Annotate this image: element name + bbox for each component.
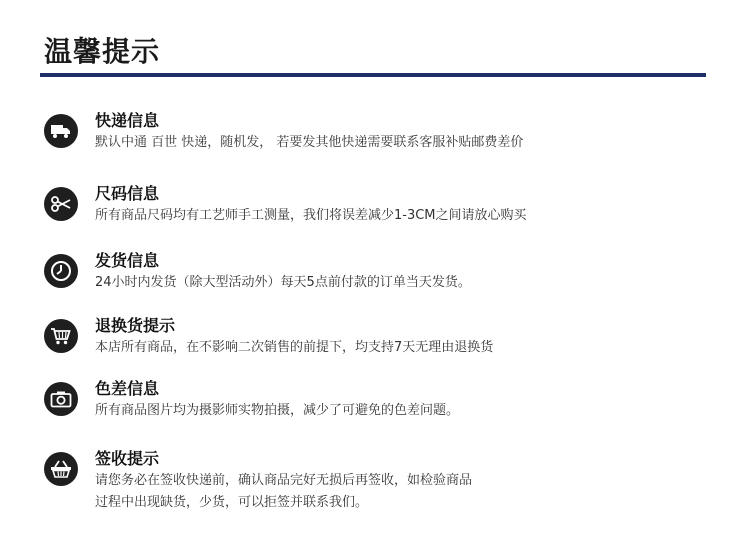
page-title: 温馨提示	[44, 35, 161, 68]
title-divider	[40, 73, 706, 77]
basket-icon	[44, 452, 78, 486]
item-heading: 退换货提示	[95, 316, 176, 335]
scissors-icon	[44, 187, 78, 221]
item-desc-line: 本店所有商品，在不影响二次销售的前提下，均支持7天无理由退换货	[95, 340, 494, 355]
cart-icon	[44, 319, 78, 353]
item-desc-line: 所有商品尺码均有工艺师手工测量，我们将误差减少1-3CM之间请放心购买	[95, 208, 527, 223]
item-heading: 签收提示	[95, 449, 160, 468]
item-desc-line: 所有商品图片均为摄影师实物拍摄，减少了可避免的色差问题。	[95, 403, 460, 418]
item-heading: 发货信息	[95, 251, 160, 270]
item-heading: 快递信息	[95, 111, 160, 130]
item-heading: 尺码信息	[95, 184, 160, 203]
item-desc-line: 过程中出现缺货，少货，可以拒签并联系我们。	[95, 495, 369, 510]
clock-icon	[44, 254, 78, 288]
truck-icon	[44, 114, 78, 148]
item-desc-line: 默认中通 百世 快递，随机发， 若要发其他快递需要联系客服补贴邮费差价	[95, 135, 524, 150]
item-desc-line: 24小时内发货（除大型活动外）每天5点前付款的订单当天发货。	[95, 275, 471, 290]
item-heading: 色差信息	[95, 379, 160, 398]
camera-icon	[44, 382, 78, 416]
item-desc-line: 请您务必在签收快递前，确认商品完好无损后再签收，如检验商品	[95, 473, 473, 488]
